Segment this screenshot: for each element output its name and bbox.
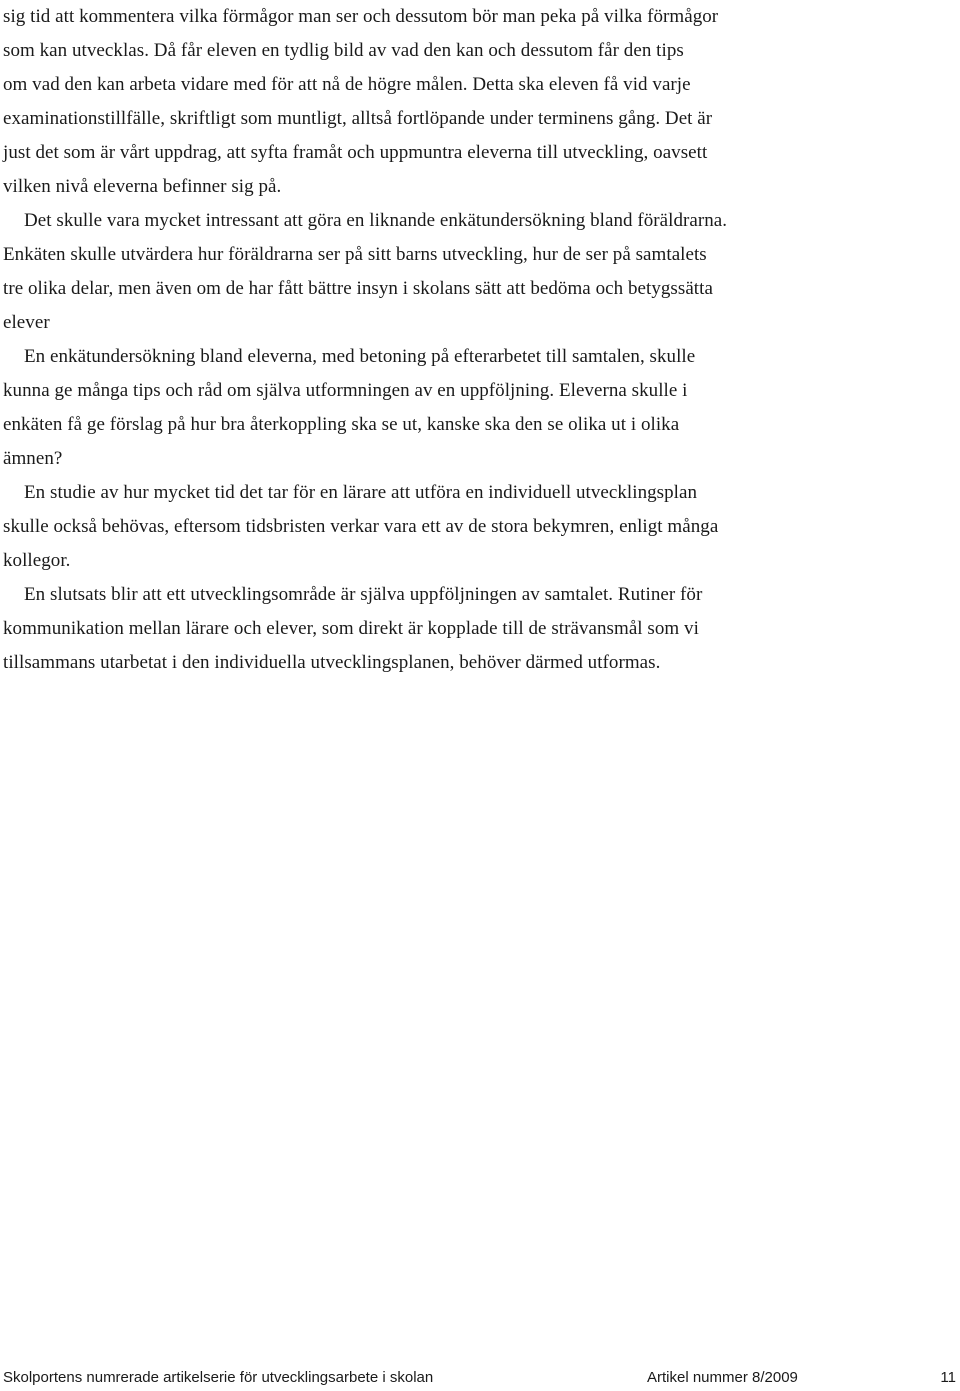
page-footer bbox=[0, 1366, 960, 1390]
paragraph-start-line: En enkätundersökning bland eleverna, med betoning på efterarbetet till samtalen, skulle bbox=[24, 346, 696, 367]
body-line: ämnen? bbox=[3, 448, 63, 469]
body-line: om vad den kan arbeta vidare med för att nå de högre målen. Detta ska eleven få vid varje bbox=[3, 74, 691, 95]
body-line: Enkäten skulle utvärdera hur föräldrarna ser på sitt barns utveckling, hur de ser på samtalets bbox=[3, 244, 707, 265]
footer-issue-number: Artikel nummer 8/2009 bbox=[647, 1369, 798, 1386]
body-line: kunna ge många tips och råd om själva utformningen av en uppföljning. Eleverna skulle i bbox=[3, 380, 688, 401]
footer-series-title: Skolportens numrerade artikelserie för utvecklingsarbete i skolan bbox=[3, 1369, 434, 1386]
body-line: sig tid att kommentera vilka förmågor man ser och dessutom bör man peka på vilka förmågor bbox=[3, 6, 719, 27]
footer-page-number: 11 bbox=[940, 1369, 956, 1386]
body-line: tre olika delar, men även om de har fått bättre insyn i skolans sätt att bedöma och betygssätta bbox=[3, 278, 713, 299]
paragraph-start-line: En studie av hur mycket tid det tar för en lärare att utföra en individuell utvecklingsplan bbox=[24, 482, 698, 503]
body-line: kollegor. bbox=[3, 550, 71, 571]
body-line: examinationstillfälle, skriftligt som muntligt, alltså fortlöpande under terminens gång. Det är bbox=[3, 108, 713, 129]
body-line: elever bbox=[3, 312, 50, 333]
paragraph-start-line: En slutsats blir att ett utvecklingsområde är själva uppföljningen av samtalet. Rutiner för bbox=[24, 584, 703, 605]
body-line: vilken nivå eleverna befinner sig på. bbox=[3, 176, 282, 197]
body-line: som kan utvecklas. Då får eleven en tydlig bild av vad den kan och dessutom får den tips bbox=[3, 40, 684, 61]
article-body bbox=[3, 0, 953, 680]
body-line: skulle också behövas, eftersom tidsbristen verkar vara ett av de stora bekymren, enligt många bbox=[3, 516, 719, 537]
paragraph-start-line: Det skulle vara mycket intressant att göra en liknande enkätundersökning bland föräldrarna. bbox=[24, 210, 728, 231]
body-line: just det som är vårt uppdrag, att syfta framåt och uppmuntra eleverna till utveckling, oavsett bbox=[3, 142, 708, 163]
body-line: kommunikation mellan lärare och elever, som direkt är kopplade till de strävansmål som vi bbox=[3, 618, 699, 639]
body-line: tillsammans utarbetat i den individuella utvecklingsplanen, behöver därmed utformas. bbox=[3, 652, 661, 673]
body-line: enkäten få ge förslag på hur bra återkoppling ska se ut, kanske ska den se olika ut i olika bbox=[3, 414, 680, 435]
